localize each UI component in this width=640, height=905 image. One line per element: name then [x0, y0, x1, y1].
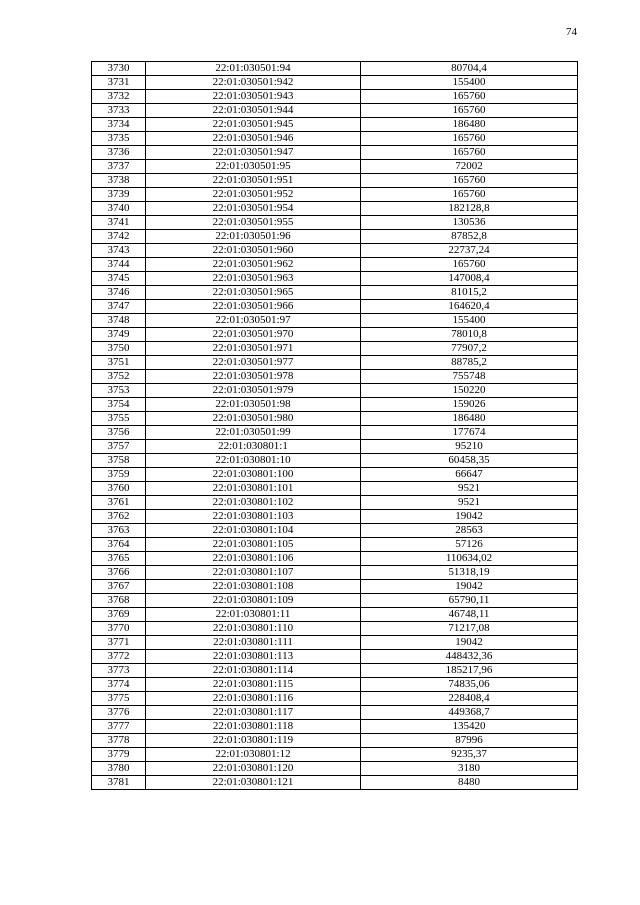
- table-row: [92, 216, 578, 230]
- cadastral-number-cell: 22:01:030501:95: [146, 160, 361, 174]
- row-number-cell: 3775: [92, 692, 146, 706]
- cadastral-number-cell: 22:01:030801:117: [146, 706, 361, 720]
- cadastral-number-cell: 22:01:030501:947: [146, 146, 361, 160]
- row-number-cell: 3770: [92, 622, 146, 636]
- table-row: [92, 132, 578, 146]
- value-cell: 155400: [361, 314, 578, 328]
- row-number-cell: 3761: [92, 496, 146, 510]
- table-row: [92, 62, 578, 76]
- table-row: [92, 608, 578, 622]
- cadastral-number-cell: 22:01:030801:119: [146, 734, 361, 748]
- row-number-cell: 3745: [92, 272, 146, 286]
- row-number-cell: 3756: [92, 426, 146, 440]
- value-cell: 228408,4: [361, 692, 578, 706]
- cadastral-number-cell: 22:01:030801:11: [146, 608, 361, 622]
- value-cell: 66647: [361, 468, 578, 482]
- value-cell: 448432,36: [361, 650, 578, 664]
- table-row: [92, 706, 578, 720]
- cadastral-number-cell: 22:01:030501:952: [146, 188, 361, 202]
- row-number-cell: 3751: [92, 356, 146, 370]
- cadastral-number-cell: 22:01:030501:945: [146, 118, 361, 132]
- table-row: [92, 230, 578, 244]
- row-number-cell: 3742: [92, 230, 146, 244]
- value-cell: 186480: [361, 118, 578, 132]
- value-cell: 165760: [361, 104, 578, 118]
- table-row: [92, 118, 578, 132]
- table-row: [92, 538, 578, 552]
- cadastral-number-cell: 22:01:030501:960: [146, 244, 361, 258]
- table-row: [92, 286, 578, 300]
- table-row: [92, 314, 578, 328]
- value-cell: 9521: [361, 482, 578, 496]
- row-number-cell: 3752: [92, 370, 146, 384]
- value-cell: 165760: [361, 146, 578, 160]
- value-cell: 74835,06: [361, 678, 578, 692]
- value-cell: 65790,11: [361, 594, 578, 608]
- value-cell: 19042: [361, 636, 578, 650]
- cadastral-number-cell: 22:01:030501:978: [146, 370, 361, 384]
- table-row: [92, 146, 578, 160]
- table-row: [92, 692, 578, 706]
- value-cell: 71217,08: [361, 622, 578, 636]
- value-cell: 755748: [361, 370, 578, 384]
- row-number-cell: 3768: [92, 594, 146, 608]
- row-number-cell: 3743: [92, 244, 146, 258]
- value-cell: 8480: [361, 776, 578, 790]
- table-row: [92, 552, 578, 566]
- table-row: [92, 370, 578, 384]
- row-number-cell: 3759: [92, 468, 146, 482]
- cadastral-number-cell: 22:01:030501:963: [146, 272, 361, 286]
- cadastral-number-cell: 22:01:030501:951: [146, 174, 361, 188]
- cadastral-number-cell: 22:01:030501:955: [146, 216, 361, 230]
- page-number: 74: [566, 26, 577, 38]
- table-row: [92, 328, 578, 342]
- value-cell: 147008,4: [361, 272, 578, 286]
- value-cell: 78010,8: [361, 328, 578, 342]
- row-number-cell: 3741: [92, 216, 146, 230]
- row-number-cell: 3758: [92, 454, 146, 468]
- table-row: [92, 300, 578, 314]
- cadastral-number-cell: 22:01:030801:120: [146, 762, 361, 776]
- table-row: [92, 720, 578, 734]
- table-row: [92, 510, 578, 524]
- table-row: [92, 496, 578, 510]
- value-cell: 130536: [361, 216, 578, 230]
- cadastral-number-cell: 22:01:030501:943: [146, 90, 361, 104]
- row-number-cell: 3744: [92, 258, 146, 272]
- row-number-cell: 3772: [92, 650, 146, 664]
- value-cell: 3180: [361, 762, 578, 776]
- row-number-cell: 3738: [92, 174, 146, 188]
- row-number-cell: 3736: [92, 146, 146, 160]
- value-cell: 60458,35: [361, 454, 578, 468]
- value-cell: 51318,19: [361, 566, 578, 580]
- row-number-cell: 3733: [92, 104, 146, 118]
- row-number-cell: 3773: [92, 664, 146, 678]
- value-cell: 110634,02: [361, 552, 578, 566]
- table-row: [92, 622, 578, 636]
- table-row: [92, 580, 578, 594]
- table-row: [92, 566, 578, 580]
- table-row: [92, 468, 578, 482]
- table-row: [92, 342, 578, 356]
- cadastral-number-cell: 22:01:030801:101: [146, 482, 361, 496]
- cadastral-number-cell: 22:01:030801:12: [146, 748, 361, 762]
- table-row: [92, 356, 578, 370]
- row-number-cell: 3779: [92, 748, 146, 762]
- cadastral-number-cell: 22:01:030801:108: [146, 580, 361, 594]
- row-number-cell: 3780: [92, 762, 146, 776]
- cadastral-number-cell: 22:01:030501:97: [146, 314, 361, 328]
- row-number-cell: 3763: [92, 524, 146, 538]
- value-cell: 165760: [361, 132, 578, 146]
- row-number-cell: 3771: [92, 636, 146, 650]
- table-row: [92, 76, 578, 90]
- value-cell: 22737,24: [361, 244, 578, 258]
- cadastral-number-cell: 22:01:030501:954: [146, 202, 361, 216]
- row-number-cell: 3769: [92, 608, 146, 622]
- table-row: [92, 398, 578, 412]
- cadastral-number-cell: 22:01:030501:980: [146, 412, 361, 426]
- cadastral-number-cell: 22:01:030501:966: [146, 300, 361, 314]
- row-number-cell: 3753: [92, 384, 146, 398]
- row-number-cell: 3781: [92, 776, 146, 790]
- cadastral-number-cell: 22:01:030501:98: [146, 398, 361, 412]
- value-cell: 19042: [361, 510, 578, 524]
- row-number-cell: 3737: [92, 160, 146, 174]
- value-cell: 135420: [361, 720, 578, 734]
- row-number-cell: 3776: [92, 706, 146, 720]
- row-number-cell: 3767: [92, 580, 146, 594]
- table-row: [92, 174, 578, 188]
- table-row: [92, 90, 578, 104]
- row-number-cell: 3747: [92, 300, 146, 314]
- cadastral-value-table: [91, 61, 578, 790]
- value-cell: 88785,2: [361, 356, 578, 370]
- row-number-cell: 3746: [92, 286, 146, 300]
- cadastral-number-cell: 22:01:030801:106: [146, 552, 361, 566]
- table-row: [92, 272, 578, 286]
- value-cell: 186480: [361, 412, 578, 426]
- table-row: [92, 384, 578, 398]
- cadastral-number-cell: 22:01:030501:946: [146, 132, 361, 146]
- value-cell: 159026: [361, 398, 578, 412]
- value-cell: 164620,4: [361, 300, 578, 314]
- row-number-cell: 3739: [92, 188, 146, 202]
- value-cell: 155400: [361, 76, 578, 90]
- cadastral-number-cell: 22:01:030801:107: [146, 566, 361, 580]
- cadastral-number-cell: 22:01:030801:104: [146, 524, 361, 538]
- cadastral-number-cell: 22:01:030501:971: [146, 342, 361, 356]
- table-row: [92, 524, 578, 538]
- table-row: [92, 482, 578, 496]
- cadastral-number-cell: 22:01:030801:116: [146, 692, 361, 706]
- cadastral-number-cell: 22:01:030801:10: [146, 454, 361, 468]
- table-row: [92, 678, 578, 692]
- row-number-cell: 3749: [92, 328, 146, 342]
- cadastral-number-cell: 22:01:030501:944: [146, 104, 361, 118]
- value-cell: 165760: [361, 258, 578, 272]
- table-body: [92, 62, 578, 790]
- cadastral-number-cell: 22:01:030801:100: [146, 468, 361, 482]
- row-number-cell: 3766: [92, 566, 146, 580]
- row-number-cell: 3734: [92, 118, 146, 132]
- row-number-cell: 3754: [92, 398, 146, 412]
- row-number-cell: 3748: [92, 314, 146, 328]
- row-number-cell: 3750: [92, 342, 146, 356]
- value-cell: 28563: [361, 524, 578, 538]
- value-cell: 165760: [361, 174, 578, 188]
- table-row: [92, 104, 578, 118]
- table-row: [92, 188, 578, 202]
- value-cell: 165760: [361, 188, 578, 202]
- table-row: [92, 762, 578, 776]
- value-cell: 80704,4: [361, 62, 578, 76]
- cadastral-number-cell: 22:01:030801:102: [146, 496, 361, 510]
- table-row: [92, 202, 578, 216]
- value-cell: 9235,37: [361, 748, 578, 762]
- cadastral-number-cell: 22:01:030801:105: [146, 538, 361, 552]
- cadastral-number-cell: 22:01:030501:99: [146, 426, 361, 440]
- table-row: [92, 426, 578, 440]
- value-cell: 57126: [361, 538, 578, 552]
- table-row: [92, 650, 578, 664]
- table-row: [92, 244, 578, 258]
- cadastral-number-cell: 22:01:030501:96: [146, 230, 361, 244]
- cadastral-number-cell: 22:01:030501:942: [146, 76, 361, 90]
- table-row: [92, 454, 578, 468]
- value-cell: 72002: [361, 160, 578, 174]
- table-row: [92, 258, 578, 272]
- cadastral-number-cell: 22:01:030501:970: [146, 328, 361, 342]
- row-number-cell: 3774: [92, 678, 146, 692]
- cadastral-number-cell: 22:01:030801:110: [146, 622, 361, 636]
- value-cell: 185217,96: [361, 664, 578, 678]
- row-number-cell: 3765: [92, 552, 146, 566]
- row-number-cell: 3731: [92, 76, 146, 90]
- value-cell: 46748,11: [361, 608, 578, 622]
- value-cell: 87996: [361, 734, 578, 748]
- row-number-cell: 3732: [92, 90, 146, 104]
- cadastral-number-cell: 22:01:030801:111: [146, 636, 361, 650]
- cadastral-number-cell: 22:01:030801:109: [146, 594, 361, 608]
- value-cell: 77907,2: [361, 342, 578, 356]
- cadastral-number-cell: 22:01:030801:114: [146, 664, 361, 678]
- row-number-cell: 3764: [92, 538, 146, 552]
- value-cell: 182128,8: [361, 202, 578, 216]
- value-cell: 177674: [361, 426, 578, 440]
- table-row: [92, 160, 578, 174]
- value-cell: 95210: [361, 440, 578, 454]
- cadastral-number-cell: 22:01:030501:977: [146, 356, 361, 370]
- table-row: [92, 776, 578, 790]
- table-row: [92, 636, 578, 650]
- table-row: [92, 734, 578, 748]
- cadastral-number-cell: 22:01:030501:965: [146, 286, 361, 300]
- row-number-cell: 3740: [92, 202, 146, 216]
- row-number-cell: 3730: [92, 62, 146, 76]
- table-row: [92, 412, 578, 426]
- value-cell: 150220: [361, 384, 578, 398]
- cadastral-number-cell: 22:01:030501:962: [146, 258, 361, 272]
- cadastral-number-cell: 22:01:030801:121: [146, 776, 361, 790]
- row-number-cell: 3757: [92, 440, 146, 454]
- cadastral-number-cell: 22:01:030501:979: [146, 384, 361, 398]
- cadastral-number-cell: 22:01:030801:115: [146, 678, 361, 692]
- row-number-cell: 3762: [92, 510, 146, 524]
- row-number-cell: 3760: [92, 482, 146, 496]
- value-cell: 19042: [361, 580, 578, 594]
- value-cell: 81015,2: [361, 286, 578, 300]
- table-row: [92, 664, 578, 678]
- row-number-cell: 3777: [92, 720, 146, 734]
- cadastral-number-cell: 22:01:030801:1: [146, 440, 361, 454]
- table-row: [92, 594, 578, 608]
- table-row: [92, 748, 578, 762]
- cadastral-number-cell: 22:01:030501:94: [146, 62, 361, 76]
- cadastral-number-cell: 22:01:030801:103: [146, 510, 361, 524]
- value-cell: 87852,8: [361, 230, 578, 244]
- table-row: [92, 440, 578, 454]
- cadastral-number-cell: 22:01:030801:113: [146, 650, 361, 664]
- value-cell: 9521: [361, 496, 578, 510]
- cadastral-number-cell: 22:01:030801:118: [146, 720, 361, 734]
- value-cell: 449368,7: [361, 706, 578, 720]
- row-number-cell: 3735: [92, 132, 146, 146]
- row-number-cell: 3778: [92, 734, 146, 748]
- row-number-cell: 3755: [92, 412, 146, 426]
- value-cell: 165760: [361, 90, 578, 104]
